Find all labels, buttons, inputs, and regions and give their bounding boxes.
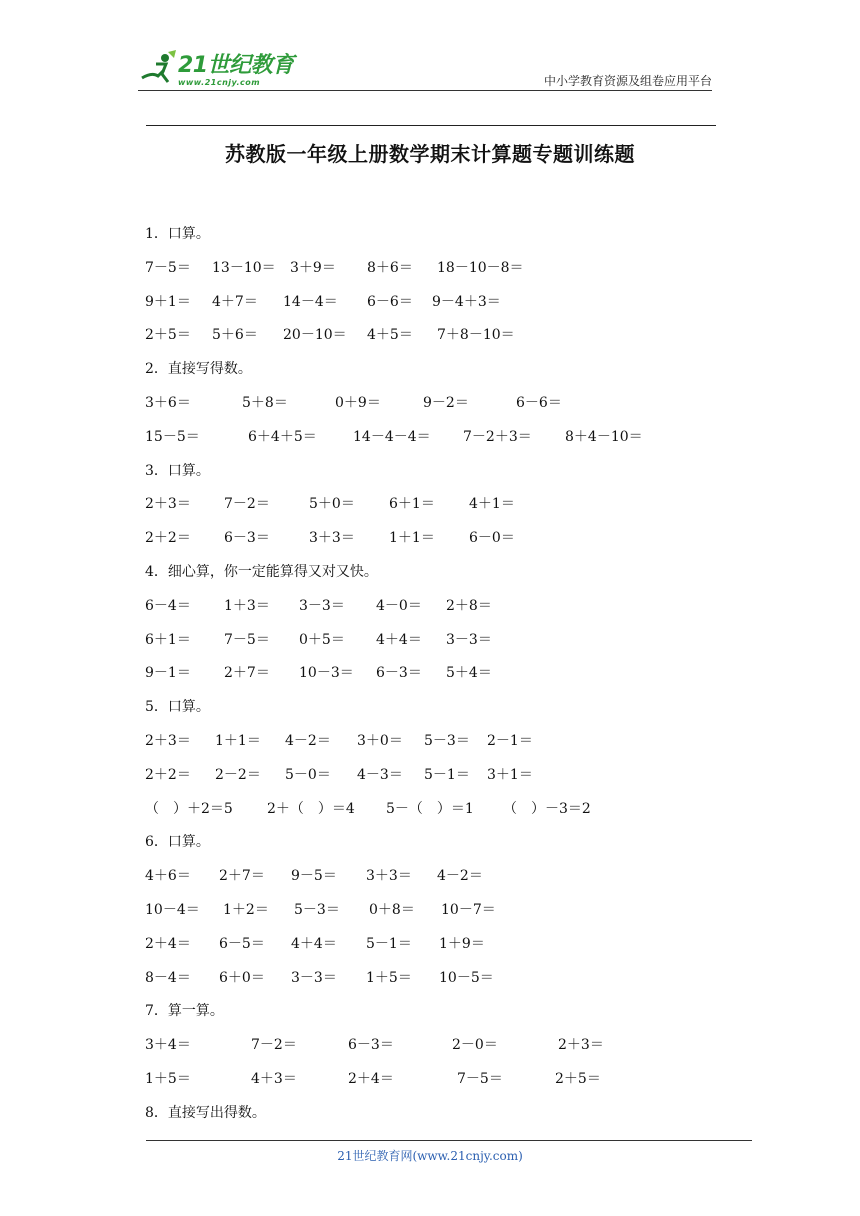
equation-row <box>145 1069 745 1103</box>
equation-item: 7－5＝ <box>145 259 191 276</box>
equation-row <box>145 934 745 968</box>
equation-item: 5－3＝ <box>294 901 340 918</box>
question-text: 2．直接写得数。 <box>145 361 252 378</box>
equation-item: 1＋5＝ <box>366 969 412 986</box>
equation-item: 1＋1＝ <box>389 530 435 547</box>
equation-row <box>145 393 745 427</box>
logo <box>138 48 308 92</box>
equation-item: 4＋4＝ <box>291 935 337 952</box>
equation-item: 7－5＝ <box>224 631 270 648</box>
equation-item: 3＋4＝ <box>145 1037 191 1054</box>
equation-item: 2＋2＝ <box>145 530 191 547</box>
equation-item: 4＋1＝ <box>469 496 515 513</box>
equation-item: 7－2＝ <box>224 496 270 513</box>
footer-link[interactable]: 21世纪教育网(www.21cnjy.com) <box>337 1149 523 1163</box>
equation-item: 4＋5＝ <box>367 327 413 344</box>
page-title: 苏教版一年级上册数学期末计算题专题训练题 <box>225 142 635 166</box>
equation-item: 4＋6＝ <box>145 868 191 885</box>
question-text: 1．口算。 <box>145 226 210 242</box>
equation-item: 3－3＝ <box>299 597 345 614</box>
logo-url: www.21cnjy.com <box>178 78 261 87</box>
equation-item: 6－3＝ <box>348 1037 394 1054</box>
equation-row <box>145 1035 745 1069</box>
equation-item: 15－5＝ <box>145 428 200 445</box>
equation-item: 4－2＝ <box>437 868 483 885</box>
equation-item: 2－1＝ <box>487 732 533 749</box>
question-text: 7．算一算。 <box>145 1003 224 1020</box>
equation-item: 14－4＝ <box>283 293 338 310</box>
equation-row <box>145 528 745 562</box>
equation-item: 4＋3＝ <box>251 1070 297 1087</box>
equation-item: 8＋4－10＝ <box>565 428 643 445</box>
equation-item: 10－5＝ <box>439 969 494 986</box>
logo-text: 21世纪教育 <box>178 53 294 78</box>
equation-item: 2－2＝ <box>215 766 261 783</box>
equation-row <box>145 427 745 461</box>
equation-item: 6＋0＝ <box>219 969 265 986</box>
equation-item: 5＋6＝ <box>212 327 258 344</box>
question-text: 4．细心算，你一定能算得又对又快。 <box>145 563 378 580</box>
question-heading <box>145 697 745 731</box>
equation-row <box>145 630 745 664</box>
equation-item: 0＋8＝ <box>369 901 415 918</box>
equation-item: 5－3＝ <box>424 732 470 749</box>
equation-item: 1＋2＝ <box>223 901 269 918</box>
equation-item: 2＋3＝ <box>145 732 191 749</box>
equation-item: （ ）－3＝2 <box>503 800 591 817</box>
question-heading <box>145 1001 745 1035</box>
equation-row <box>145 494 745 528</box>
equation-item: 9－5＝ <box>291 868 337 885</box>
equation-item: 6－3＝ <box>376 665 422 682</box>
equation-item: 1＋1＝ <box>215 732 261 749</box>
equation-item: 6＋1＝ <box>145 631 191 648</box>
exercise-content <box>145 224 745 1137</box>
equation-item: 5－0＝ <box>285 766 331 783</box>
equation-item: 5＋8＝ <box>242 394 288 411</box>
equation-item: 2＋3＝ <box>145 496 191 513</box>
equation-item: 2＋5＝ <box>555 1070 601 1087</box>
equation-item: 9－4＋3＝ <box>432 293 501 310</box>
equation-item: 6－3＝ <box>224 530 270 547</box>
equation-item: 1＋9＝ <box>439 935 485 952</box>
equation-item: 3＋0＝ <box>357 732 403 749</box>
equation-item: 6－4＝ <box>145 597 191 614</box>
equation-item: 2＋4＝ <box>348 1070 394 1087</box>
equation-item: 6－6＝ <box>516 394 562 411</box>
question-heading <box>145 224 745 258</box>
equation-item: 2－0＝ <box>452 1037 498 1054</box>
equation-row <box>145 596 745 630</box>
equation-row <box>145 258 745 292</box>
title-divider <box>146 125 716 126</box>
equation-item: 8－4＝ <box>145 969 191 986</box>
equation-item: 7－5＝ <box>457 1070 503 1087</box>
question-heading <box>145 1103 745 1137</box>
question-heading <box>145 359 745 393</box>
equation-item: 6－6＝ <box>367 293 413 310</box>
equation-item: 5＋0＝ <box>309 496 355 513</box>
equation-item: 5－（ ）＝1 <box>386 800 474 817</box>
question-text: 5．口算。 <box>145 699 210 716</box>
equation-item: 5－1＝ <box>424 766 470 783</box>
question-heading <box>145 562 745 596</box>
equation-item: 9＋1＝ <box>145 293 191 310</box>
equation-item: （ ）＋2＝5 <box>145 800 233 817</box>
equation-item: 13－10＝ <box>212 259 276 276</box>
equation-item: 9－1＝ <box>145 665 191 682</box>
equation-item: 10－4＝ <box>145 901 200 918</box>
equation-item: 8＋6＝ <box>367 259 413 276</box>
equation-item: 1＋3＝ <box>224 597 270 614</box>
equation-item: 6－5＝ <box>219 935 265 952</box>
equation-item: 7－2＝ <box>251 1037 297 1054</box>
equation-row <box>145 325 745 359</box>
equation-item: 3＋3＝ <box>366 868 412 885</box>
equation-item: 2＋7＝ <box>224 665 270 682</box>
equation-item: 3＋6＝ <box>145 394 191 411</box>
equation-item: 4＋4＝ <box>376 631 422 648</box>
equation-item: 6＋1＝ <box>389 496 435 513</box>
equation-item: 20－10＝ <box>283 327 347 344</box>
equation-item: 5－1＝ <box>366 935 412 952</box>
platform-label: 中小学教育资源及组卷应用平台 <box>543 74 712 88</box>
question-text: 6．口算。 <box>145 834 210 851</box>
equation-item: 14－4－4＝ <box>353 428 431 445</box>
equation-item: 6＋4＋5＝ <box>248 428 317 445</box>
equation-item: 2＋5＝ <box>145 327 191 344</box>
runner-logo-icon <box>138 48 178 88</box>
equation-item: 7＋8－10＝ <box>437 327 515 344</box>
equation-item: 10－3＝ <box>299 665 354 682</box>
question-text: 3．口算。 <box>145 462 210 479</box>
equation-item: 3－3＝ <box>291 969 337 986</box>
equation-item: 10－7＝ <box>441 901 496 918</box>
equation-item: 3＋1＝ <box>487 766 533 783</box>
footer-divider <box>146 1140 752 1141</box>
equation-item: 2＋8＝ <box>446 597 492 614</box>
equation-item: 4－3＝ <box>357 766 403 783</box>
equation-item: 7－2＋3＝ <box>463 428 532 445</box>
question-text: 8．直接写出得数。 <box>145 1104 266 1121</box>
equation-item: 0＋9＝ <box>335 394 381 411</box>
equation-item: 18－10－8＝ <box>437 259 524 276</box>
question-heading <box>145 832 745 866</box>
equation-item: 4＋7＝ <box>212 293 258 310</box>
equation-item: 1＋5＝ <box>145 1070 191 1087</box>
equation-item: 2＋7＝ <box>219 868 265 885</box>
equation-item: 2＋4＝ <box>145 935 191 952</box>
equation-item: 5＋4＝ <box>446 665 492 682</box>
equation-row <box>145 663 745 697</box>
equation-item: 3＋3＝ <box>309 530 355 547</box>
equation-row <box>145 731 745 765</box>
equation-row <box>145 799 745 833</box>
equation-row <box>145 292 745 326</box>
equation-item: 4－2＝ <box>285 732 331 749</box>
equation-row <box>145 765 745 799</box>
header-divider <box>138 90 712 91</box>
equation-item: 3＋9＝ <box>290 259 336 276</box>
equation-item: 9－2＝ <box>423 394 469 411</box>
equation-row <box>145 900 745 934</box>
equation-item: 2＋3＝ <box>558 1037 604 1054</box>
page-header <box>138 40 712 92</box>
equation-item: 6－0＝ <box>469 530 515 547</box>
equation-item: 2＋（ ）＝4 <box>267 800 355 817</box>
equation-row <box>145 866 745 900</box>
equation-item: 0＋5＝ <box>299 631 345 648</box>
equation-item: 3－3＝ <box>446 631 492 648</box>
question-heading <box>145 461 745 495</box>
equation-item: 4－0＝ <box>376 597 422 614</box>
equation-item: 2＋2＝ <box>145 766 191 783</box>
equation-row <box>145 968 745 1002</box>
